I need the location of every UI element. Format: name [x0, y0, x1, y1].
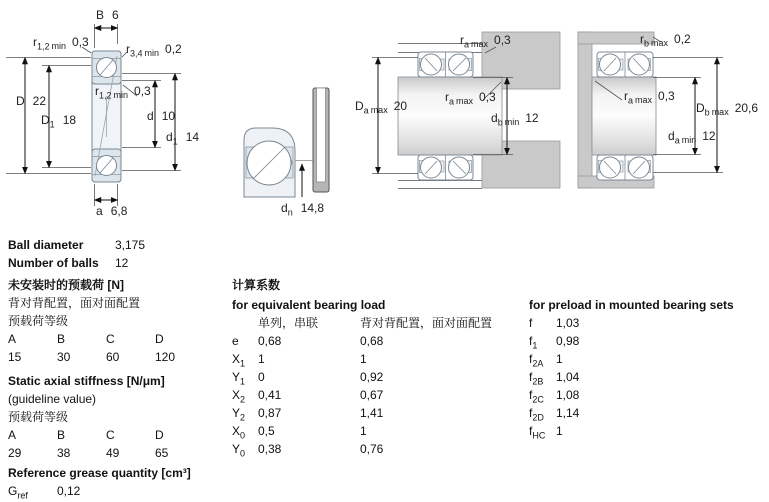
grease-value: 0,12: [57, 484, 81, 498]
number-of-balls-row: [8, 254, 204, 272]
calc-col1-header: 单列，串联: [258, 316, 319, 330]
dim-label-ra-max-top: $r_a$ $_{max}$ 0,3: [460, 33, 511, 50]
preload-unmounted-title: 未安装时的预载荷 [N]: [8, 278, 124, 292]
dim-label-a: a 6,8: [96, 204, 128, 218]
calc-row: $Y_1$ 0 0,92: [232, 370, 384, 387]
dim-label-da-min: $d_a$ $_{min}$ 12: [668, 129, 716, 146]
dim-label-D: D 22: [16, 94, 47, 108]
housing-block: [578, 32, 592, 188]
number-of-balls-label: Number of balls: [8, 256, 99, 270]
grease-row: [8, 482, 204, 500]
dim-label-B: B 6: [96, 8, 119, 22]
stiffness-subtitle: (guideline value): [8, 392, 97, 406]
calc-col2-header: 背对背配置，面对面配置: [360, 316, 493, 330]
dim-label-ra-max-mid: $r_a$ $_{max}$ 0,3: [445, 90, 496, 107]
preload-row: f 1,03: [529, 316, 580, 330]
preload-unmounted-headers: A B C D: [8, 332, 164, 346]
preload-class-label: 预载荷等级: [8, 314, 69, 328]
preload-mounted-column: [529, 296, 734, 440]
dim-label-db-min: $d_b$ $_{min}$ 12: [491, 111, 539, 128]
preload-unmounted-subtitle: 背对背配置，面对面配置: [8, 296, 141, 310]
calc-row: $X_1$ 1 1: [232, 352, 367, 369]
calc-row: $X_0$ 0,5 1: [232, 424, 367, 441]
calc-subtitle: for equivalent bearing load: [232, 298, 386, 312]
calc-row: $X_2$ 0,41 0,67: [232, 388, 384, 405]
grease-title: Reference grease quantity [cm³]: [8, 466, 191, 480]
ball-diameter-value: 3,175: [115, 238, 146, 252]
preload-row: $f_{2A}$ 1: [529, 352, 563, 369]
dim-label-Da-max: $D_a$ $_{max}$ 20: [355, 99, 408, 116]
preload-row: $f_1$ 0,98: [529, 334, 580, 351]
stiffness-class-label: 预载荷等级: [8, 410, 69, 424]
dim-label-d: d 10: [147, 109, 176, 123]
preload-row: $f_{HC}$ 1: [529, 424, 563, 441]
dim-label-d1: $d_1$ 14: [166, 130, 200, 147]
preload-unmounted-values: 15 30 60 120: [8, 350, 176, 364]
dim-label-r12min-mid: $r_{1,2}$ $_{min}$ 0,3: [95, 84, 151, 101]
preload-row: $f_{2B}$ 1,04: [529, 370, 580, 387]
grease-symbol: $G_{ref}$: [8, 484, 28, 501]
stiffness-values: 29 38 49 65: [8, 446, 169, 460]
dim-label-r34min: $r_{3,4}$ $_{min}$ 0,2: [126, 42, 182, 59]
ball-diameter-label: Ball diameter: [8, 238, 84, 252]
calc-row: $Y_0$ 0,38 0,76: [232, 442, 384, 459]
preload-row: $f_{2D}$ 1,14: [529, 406, 580, 423]
stiffness-title: Static axial stiffness [N/μm]: [8, 374, 165, 388]
dim-label-D1: $D_1$ 18: [41, 113, 77, 130]
dim-label-r12min-top: $r_{1,2}$ $_{min}$ 0,3: [33, 35, 89, 52]
bearing-front-view-seal-diagram: [244, 88, 329, 197]
calc-row: e 0,68 0,68: [232, 334, 384, 348]
calc-row: $Y_2$ 0,87 1,41: [232, 406, 384, 423]
dim-label-rb-max: $r_b$ $_{max}$ 0,2: [640, 32, 691, 49]
dim-label-dn: $d_n$ 14,8: [281, 201, 325, 218]
calc-title: 计算系数: [232, 278, 281, 292]
preload-mounted-title: for preload in mounted bearing sets: [529, 298, 734, 312]
stiffness-headers: A B C D: [8, 428, 164, 442]
left-specs-column: [8, 236, 204, 500]
calc-factors-column: [232, 276, 492, 458]
dim-label-ra-max-right: $r_a$ $_{max}$ 0,3: [624, 89, 675, 106]
number-of-balls-value: 12: [115, 256, 129, 270]
ball-diameter-row: [8, 236, 204, 254]
shaft: [398, 77, 502, 155]
calc-col-headers: [232, 314, 492, 332]
preload-row: $f_{2C}$ 1,08: [529, 388, 580, 405]
dim-label-Db-max: $D_b$ $_{max}$ 20,6: [696, 101, 759, 118]
